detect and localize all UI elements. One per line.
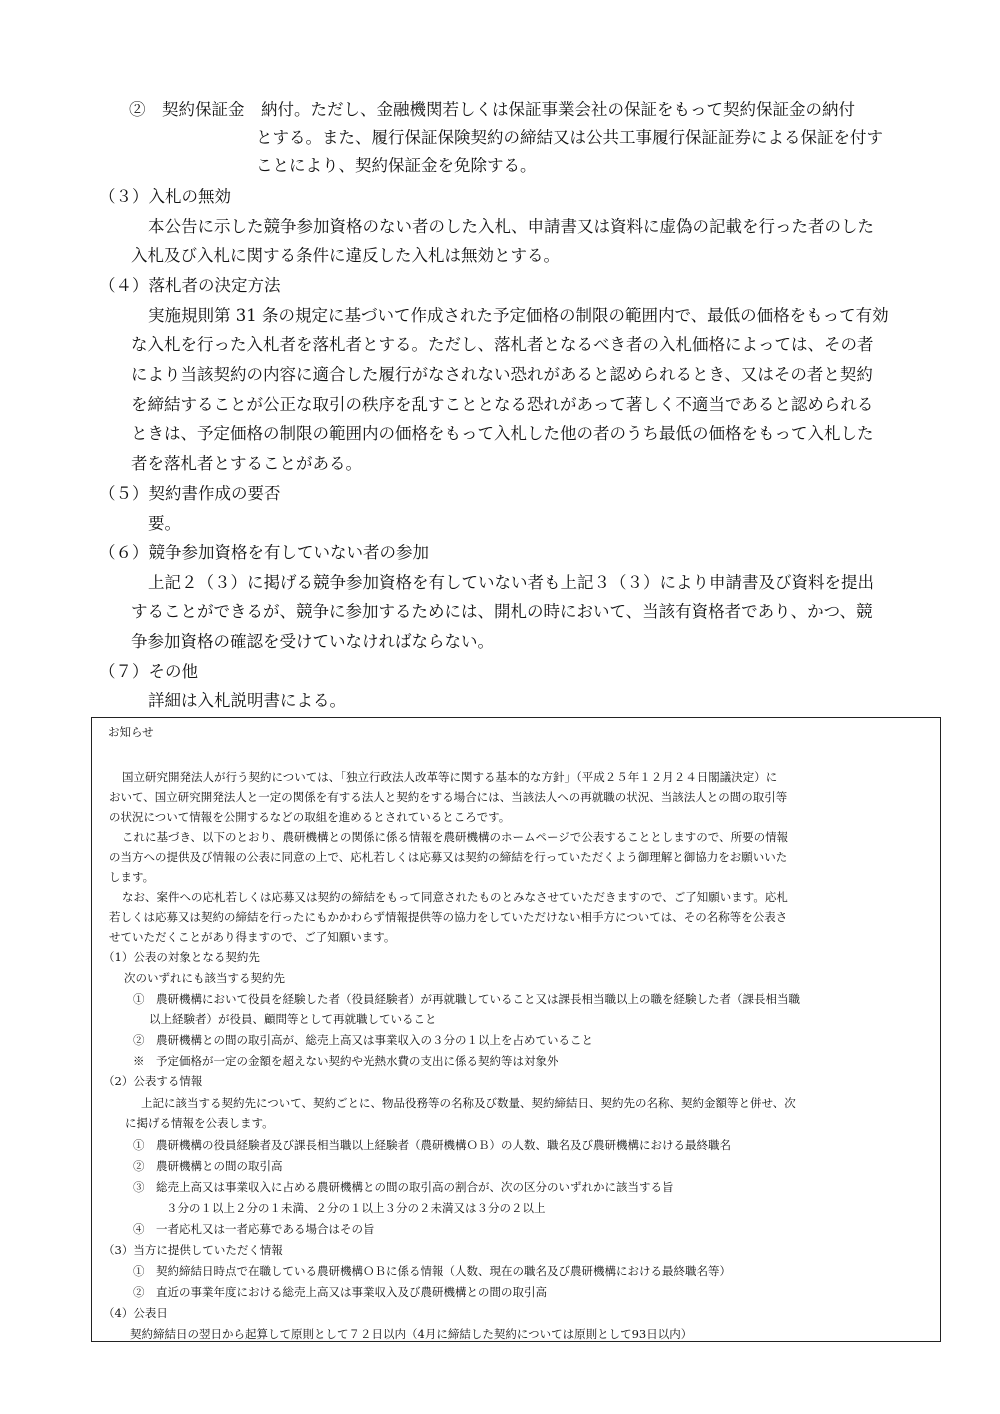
section-heading: （３）入札の無効 [99, 187, 231, 206]
notice-heading: （4）公表日 [103, 1306, 168, 1320]
paragraph-line: により当該契約の内容に適合した履行がなされない恐れがあると認められるとき、又はその者と契約 [131, 365, 873, 384]
paragraph-line: 争参加資格の確認を受けていなければならない。 [131, 632, 494, 651]
notice-list-item: ③ 総売上高又は事業収入に占める農研機構との間の取引高の割合が、次の区分のいずれかに該当する旨 [133, 1180, 674, 1194]
notice-paragraph-line: の当方への提供及び情報の公表に同意の上で、応札若しくは応募又は契約の締結を行っていただくよう御理解と御協力をお願いいた [109, 850, 788, 864]
paragraph-line: を締結することが公正な取引の秩序を乱すこととなる恐れがあって著しく不適当であると認められる [131, 395, 874, 414]
paragraph-line: 上記２（３）に掲げる競争参加資格を有していない者も上記３（３）により申請書及び資料を提出 [148, 573, 874, 592]
notice-line: に掲げる情報を公表します。 [125, 1116, 274, 1130]
notice-paragraph-line: 国立研究開発法人が行う契約については、「独立行政法人改革等に関する基本的な方針」（平成２５年１２月２４日閣議決定）に [122, 770, 778, 784]
notice-line: 上記に該当する契約先について、契約ごとに、物品役務等の名称及び数量、契約締結日、契約先の名称、契約金額等と併せ、次 [141, 1096, 796, 1110]
notice-list-subitem: ３分の１以上２分の１未満、２分の１以上３分の２未満又は３分の２以上 [166, 1201, 546, 1215]
notice-list-item: ② 農研機構との間の取引高が、総売上高又は事業収入の３分の１以上を占めていること [133, 1033, 593, 1047]
paragraph-line: な入札を行った入札者を落札者とする。ただし、落札者となるべき者の入札価格によっては、その者 [131, 335, 874, 354]
notice-title: お知らせ [108, 725, 154, 739]
section-heading: （７）その他 [99, 662, 198, 681]
paragraph-line: 入札及び入札に関する条件に違反した入札は無効とする。 [131, 246, 560, 265]
notice-list-item: 以上経験者）が役員、顧問等として再就職していること [149, 1012, 437, 1026]
notice-heading: （3）当方に提供していただく情報 [103, 1243, 283, 1257]
paragraph-line: 本公告に示した競争参加資格のない者のした入札、申請書又は資料に虚偽の記載を行った者のした [148, 217, 874, 236]
section-heading: （５）契約書作成の要否 [99, 484, 281, 503]
notice-box [91, 717, 941, 1342]
notice-note: ※ 予定価格が一定の金額を超えない契約や光熱水費の支出に係る契約等は対象外 [133, 1054, 559, 1068]
notice-paragraph-line: おいて、国立研究開発法人と一定の関係を有する法人と契約をする場合には、当該法人への再就職の状況、当該法人との間の取引等 [109, 790, 788, 804]
notice-list-item: ② 農研機構との間の取引高 [133, 1159, 283, 1173]
notice-line: 次のいずれにも該当する契約先 [124, 971, 285, 985]
paragraph-line: 実施規則第 31 条の規定に基づいて作成された予定価格の制限の範囲内で、最低の価格をもって有効 [148, 306, 889, 325]
notice-paragraph-line: これに基づき、以下のとおり、農研機構との関係に係る情報を農研機構のホームページで公表することとしますので、所要の情報 [122, 830, 789, 844]
deposit-line-1: ② 契約保証金 納付。ただし、金融機関若しくは保証事業会社の保証をもって契約保証金の納付 [129, 100, 855, 119]
notice-paragraph-line: します。 [109, 870, 155, 884]
notice-paragraph-line: の状況について情報を公開するなどの取組を進めるとされているところです。 [109, 810, 511, 824]
notice-line: 契約締結日の翌日から起算して原則として７２日以内（4月に締結した契約については原則として93日以内） [130, 1327, 693, 1341]
notice-paragraph-line: なお、案件への応札若しくは応募又は契約の締結をもって同意されたものとみなさせていただきますので、ご了知願います。応札 [122, 890, 788, 904]
notice-list-item: ① 契約締結日時点で在職している農研機構ＯＢに係る情報（人数、現在の職名及び農研機構における最終職名等） [133, 1264, 731, 1278]
notice-list-item: ① 農研機構において役員を経験した者（役員経験者）が再就職していること又は課長相当職以上の職を経験した者（課長相当職 [133, 992, 800, 1006]
notice-list-item: ① 農研機構の役員経験者及び課長相当職以上経験者（農研機構ＯＢ）の人数、職名及び農研機構における最終職名 [133, 1138, 731, 1152]
notice-heading: （1）公表の対象となる契約先 [103, 950, 260, 964]
deposit-line-3: ことにより、契約保証金を免除する。 [256, 156, 537, 175]
section-heading: （６）競争参加資格を有していない者の参加 [99, 543, 429, 562]
paragraph-line: 要。 [148, 514, 181, 533]
deposit-line-2: とする。また、履行保証保険契約の締結又は公共工事履行保証証券による保証を付す [256, 128, 883, 147]
notice-paragraph-line: せていただくことがあり得ますので、ご了知願います。 [109, 930, 396, 944]
notice-list-item: ② 直近の事業年度における総売上高又は事業収入及び農研機構との間の取引高 [133, 1285, 547, 1299]
notice-list-item: ④ 一者応札又は一者応募である場合はその旨 [133, 1222, 375, 1236]
paragraph-line: 者を落札者とすることがある。 [131, 454, 362, 473]
notice-paragraph-line: 若しくは応募又は契約の締結を行ったにもかかわらず情報提供等の協力をしていただけない相手方については、その名称等を公表さ [109, 910, 788, 924]
section-heading: （４）落札者の決定方法 [99, 276, 281, 295]
paragraph-line: 詳細は入札説明書による。 [148, 691, 346, 710]
paragraph-line: ときは、予定価格の制限の範囲内の価格をもって入札した他の者のうち最低の価格をもって入札した [131, 424, 874, 443]
notice-heading: （2）公表する情報 [103, 1074, 203, 1088]
paragraph-line: することができるが、競争に参加するためには、開札の時において、当該有資格者であり、かつ、競 [131, 602, 873, 621]
